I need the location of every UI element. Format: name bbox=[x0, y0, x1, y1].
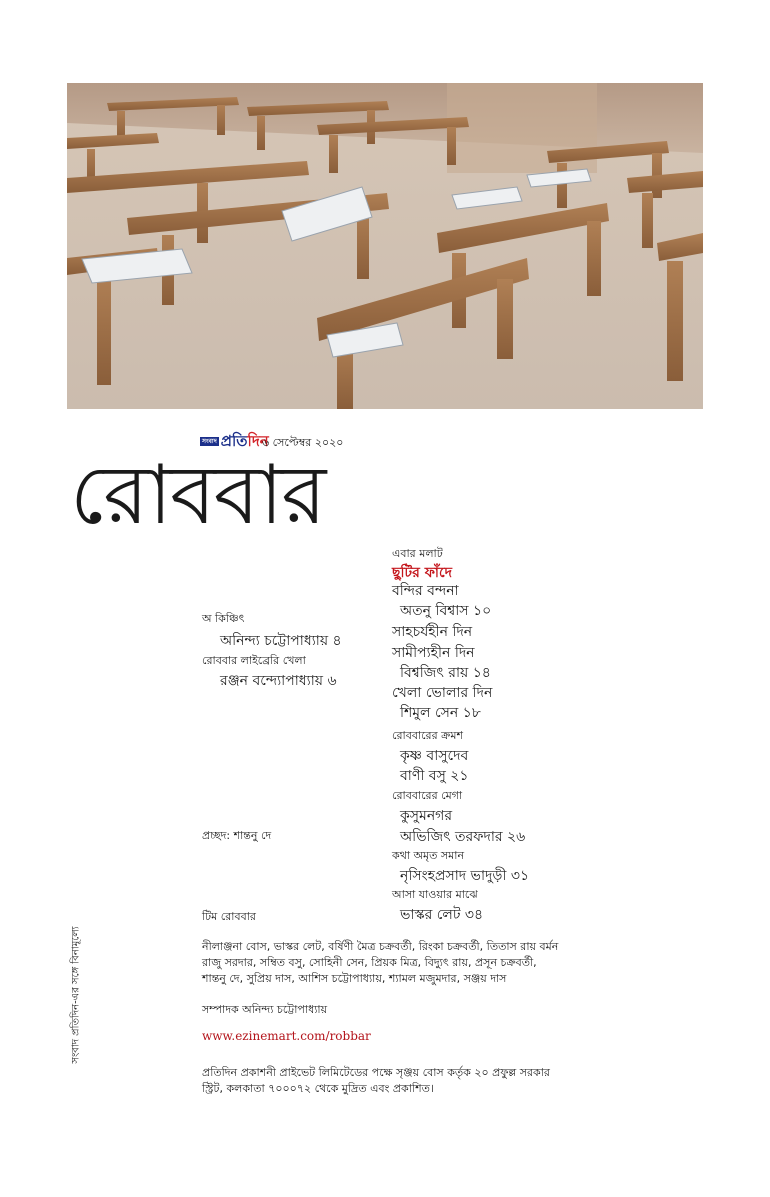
toc-item-head: বন্দির বন্দনা bbox=[392, 583, 459, 599]
cover-art-credit: প্রচ্ছদ: শান্তনু দে bbox=[202, 829, 272, 842]
toc-item-head: সাহচর্যহীন দিন bbox=[392, 624, 473, 640]
team-line: নীলাঞ্জনা বোস, ভাস্কর লেট, বর্ষিণী মৈত্র চক্রবর্তী, রিংকা চক্রবর্তী, তিতাস রায় বর্মন bbox=[202, 940, 559, 953]
asa-author: ভাস্কর লেট ৩৪ bbox=[400, 907, 484, 923]
mega-title: কুসুমনগর bbox=[400, 808, 453, 824]
team-line: রাজু সরদার, সম্বিত বসু, সোহিনী সেন, প্রিয়ক মিত্র, বিদ্যুৎ রায়, প্রসূন চক্রবর্তী, bbox=[202, 956, 537, 969]
mega-label: রোববারের মেগা bbox=[392, 789, 463, 802]
series-author: বাণী বসু ২১ bbox=[400, 768, 469, 784]
issue-date: ৬ সেপ্টেম্বর ২০২০ bbox=[262, 436, 344, 449]
logo-text-part1: প্রতি bbox=[220, 432, 248, 450]
editor-credit: সম্পাদক অনিন্দ্য চট্টোপাধ্যায় bbox=[202, 1003, 328, 1016]
cover-story-title: ছুটির ফাঁদে bbox=[392, 565, 452, 581]
toc-left-section-2: রোববার লাইব্রেরি খেলা bbox=[202, 654, 306, 667]
cover-photo bbox=[67, 83, 703, 409]
toc-item-author: শিমুল সেন ১৮ bbox=[400, 705, 481, 721]
side-note-text: সংবাদ প্রতিদিন-এর সঙ্গে বিনামূল্যে bbox=[70, 926, 82, 1064]
logo-small-text: সংবাদ bbox=[202, 438, 217, 445]
toc-item-author: বিশ্বজিৎ রায় ১৪ bbox=[400, 665, 491, 681]
toc-left-author-2: রঞ্জন বন্দ্যোপাধ্যায় ৬ bbox=[220, 673, 337, 689]
logo-text-part2: দিন bbox=[247, 432, 269, 450]
mega-author: অভিজিৎ তরফদার ২৬ bbox=[400, 829, 526, 845]
asa-label: আসা যাওয়ার মাঝে bbox=[392, 888, 478, 901]
series-title: কৃষ্ণ বাসুদেব bbox=[400, 748, 469, 764]
toc-item-author: অতনু বিশ্বাস ১০ bbox=[400, 603, 492, 619]
katha-author: নৃসিংহপ্রসাদ ভাদুড়ী ৩১ bbox=[400, 868, 530, 884]
team-line: শান্তনু দে, সুপ্রিয় দাস, আশিস চট্টোপাধ্যায়, শ্যামল মজুমদার, সঞ্জয় দাস bbox=[202, 972, 507, 985]
publisher-line: প্রতিদিন প্রকাশনী প্রাইভেট লিমিটেডের পক্ষে সৃঞ্জয় বোস কর্তৃক ২০ প্রফুল্ল সরকার bbox=[202, 1066, 550, 1079]
side-note bbox=[70, 905, 84, 1085]
toc-item-head: সামীপ্যহীন দিন bbox=[392, 645, 475, 661]
katha-label: কথা অমৃত সমান bbox=[392, 849, 465, 862]
toc-left-author-1: অনিন্দ্য চট্টোপাধ্যায় ৪ bbox=[220, 633, 342, 649]
publisher-line: স্ট্রিট, কলকাতা ৭০০০৭২ থেকে মুদ্রিত এবং প্রকাশিত। bbox=[202, 1082, 434, 1095]
website-link[interactable]: www.ezinemart.com/robbar bbox=[202, 1029, 371, 1043]
magazine-title: রোববার bbox=[70, 448, 325, 543]
series-label: রোববারের ক্রমশ bbox=[392, 729, 463, 742]
toc-item-head: খেলা ভোলার দিন bbox=[392, 685, 493, 701]
cover-story-label: এবার মলাট bbox=[392, 547, 443, 560]
toc-left-section-1: অ কিঞ্চিৎ bbox=[202, 612, 245, 625]
team-title: টিম রোববার bbox=[202, 910, 256, 923]
